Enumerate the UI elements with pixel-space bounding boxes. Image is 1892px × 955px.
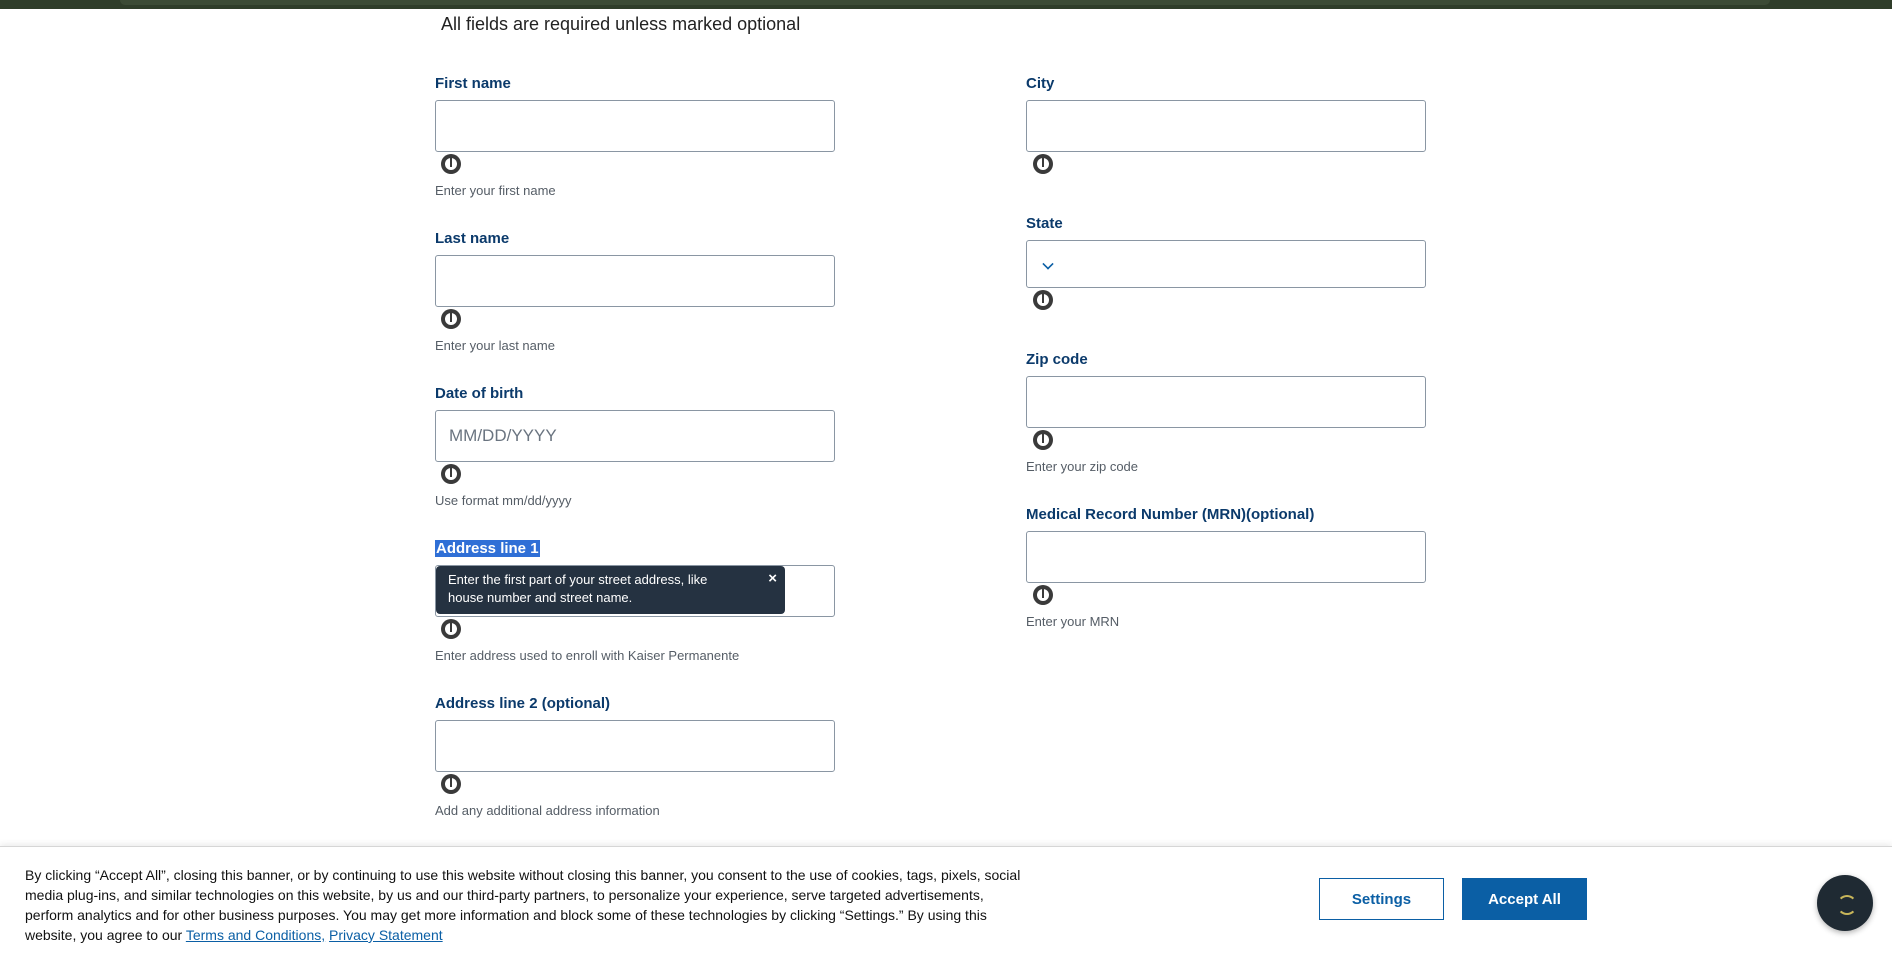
- zip-input[interactable]: [1026, 376, 1426, 428]
- settings-button[interactable]: Settings: [1319, 878, 1444, 920]
- last-name-label: Last name: [435, 230, 510, 247]
- last-name-input[interactable]: [435, 255, 835, 307]
- cookie-text: [25, 865, 1035, 945]
- first-name-label: First name: [435, 75, 511, 92]
- cookie-message: By clicking “Accept All”, closing this banner, or by continuing to use this website without closing this banner, you consent to the use of cookies, tags, pixels, social media plug-ins, and similar technologies on this website, by us and our third-party partners, to personalize your experience, serve targeted advertisements, perform analytics and for other business purposes. You may get more information and block some of these technologies by clicking “Settings.” By using this website, you agree to our: [25, 867, 1021, 943]
- mrn-hint: Enter your MRN: [1026, 614, 1120, 629]
- privacy-link[interactable]: Privacy Statement: [329, 927, 443, 943]
- mrn-label: Medical Record Number (MRN)(optional): [1026, 506, 1315, 523]
- dob-input[interactable]: [435, 410, 835, 462]
- cookie-banner: [0, 846, 1892, 955]
- address1-hint: Enter address used to enroll with Kaiser Permanente: [435, 648, 740, 663]
- info-icon[interactable]: [1033, 154, 1053, 174]
- chevron-down-icon: [1042, 258, 1053, 269]
- tooltip-text: Enter the first part of your street address, like house number and street name.: [448, 572, 708, 605]
- zip-label: Zip code: [1026, 351, 1088, 368]
- city-input[interactable]: [1026, 100, 1426, 152]
- info-icon[interactable]: [441, 309, 461, 329]
- city-label: City: [1026, 75, 1055, 92]
- address2-hint: Add any additional address information: [435, 803, 660, 818]
- address2-label: Address line 2 (optional): [435, 695, 611, 712]
- info-icon[interactable]: [1033, 430, 1053, 450]
- header-bar-inner: [120, 0, 1770, 5]
- address1-label: [435, 540, 540, 557]
- required-note: All fields are required unless marked optional: [441, 14, 801, 34]
- first-name-hint: Enter your first name: [435, 183, 556, 198]
- info-icon[interactable]: [1033, 290, 1053, 310]
- accept-all-button[interactable]: Accept All: [1462, 878, 1587, 920]
- dob-hint: Use format mm/dd/yyyy: [435, 493, 572, 508]
- last-name-hint: Enter your last name: [435, 338, 555, 353]
- info-icon[interactable]: [441, 154, 461, 174]
- dob-label: Date of birth: [435, 385, 524, 402]
- info-icon[interactable]: [441, 464, 461, 484]
- zip-hint: Enter your zip code: [1026, 459, 1139, 474]
- address1-tooltip: [436, 566, 785, 614]
- close-icon[interactable]: ×: [768, 570, 777, 587]
- state-label: State: [1026, 215, 1063, 232]
- address1-label-text: Address line 1: [436, 540, 539, 557]
- address2-input[interactable]: [435, 720, 835, 772]
- state-select[interactable]: [1026, 240, 1426, 288]
- chat-icon[interactable]: [1817, 875, 1873, 931]
- info-icon[interactable]: [441, 774, 461, 794]
- info-icon[interactable]: [441, 619, 461, 639]
- header-bar: [0, 0, 1892, 9]
- mrn-input[interactable]: [1026, 531, 1426, 583]
- terms-link[interactable]: Terms and Conditions,: [185, 927, 326, 943]
- info-icon[interactable]: [1033, 585, 1053, 605]
- first-name-input[interactable]: [435, 100, 835, 152]
